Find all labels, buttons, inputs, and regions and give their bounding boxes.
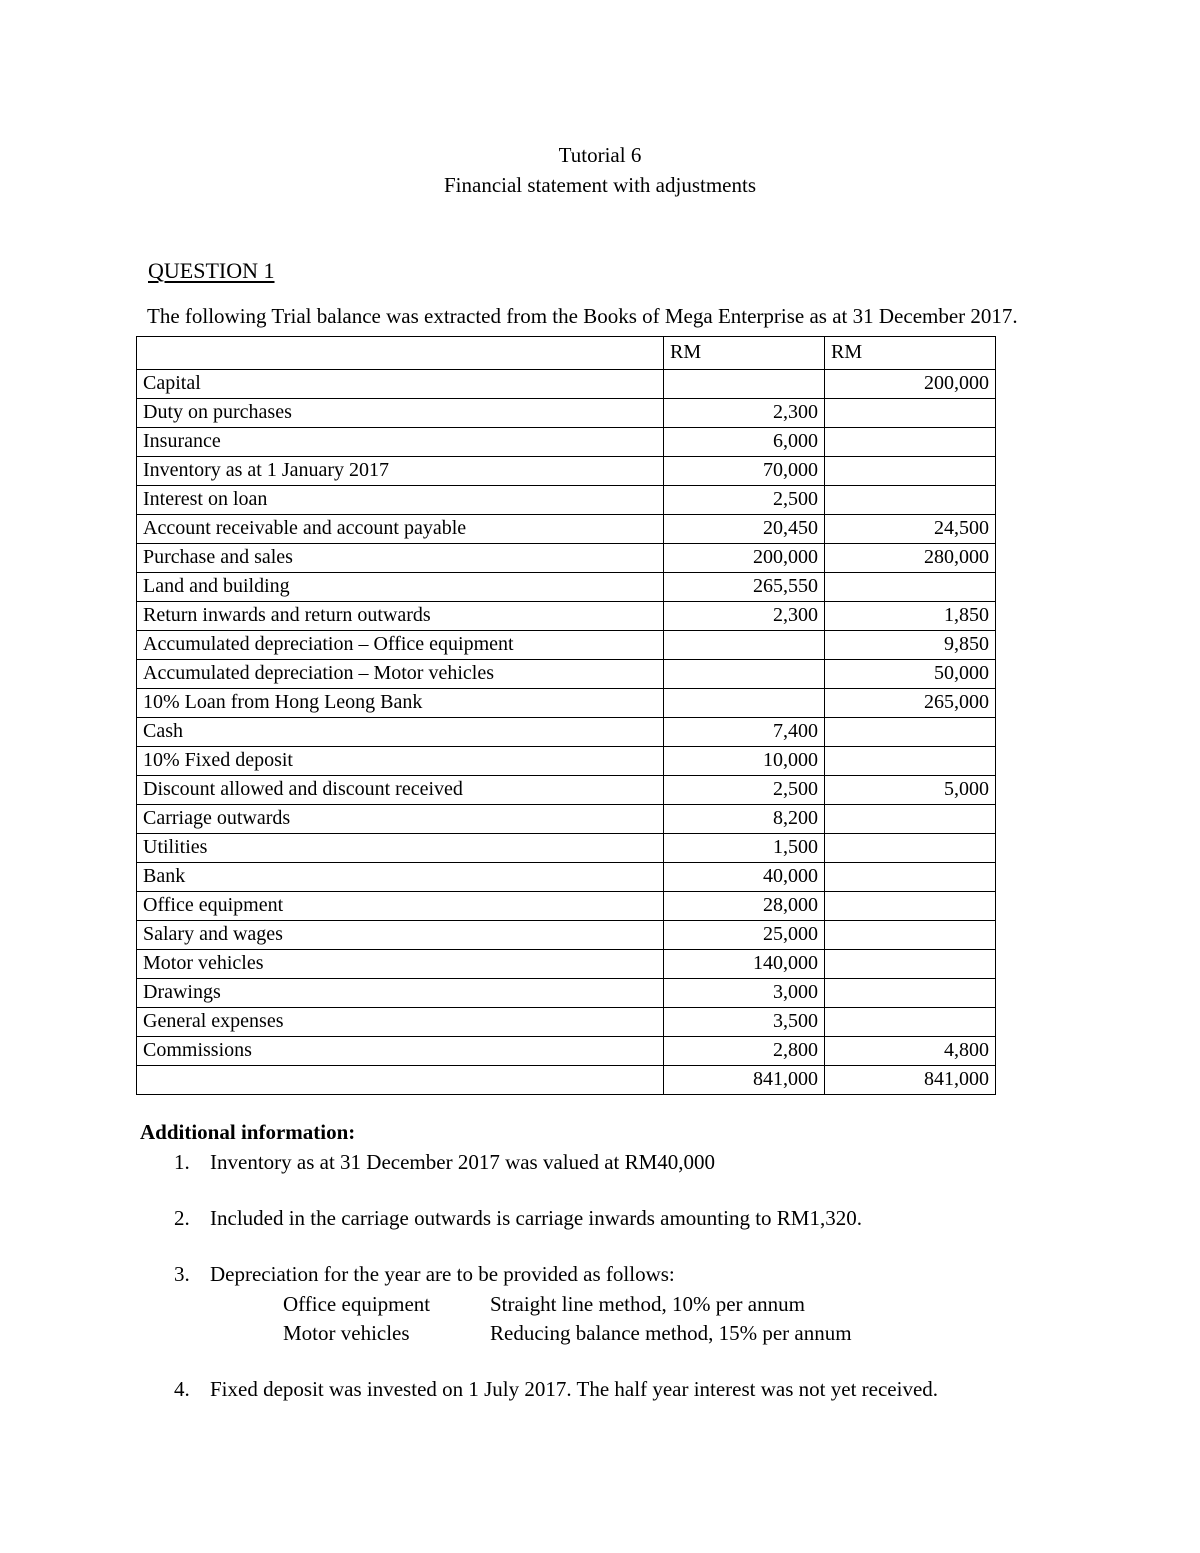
row-label: Accumulated depreciation – Office equipment <box>137 631 664 660</box>
table-row <box>137 892 996 921</box>
list-item-text: Inventory as at 31 December 2017 was valued at RM40,000 <box>210 1150 716 1174</box>
table-row <box>137 428 996 457</box>
depreciation-row <box>210 1319 852 1348</box>
list-item-text: Depreciation for the year are to be provided as follows: <box>210 1262 675 1286</box>
row-label: Insurance <box>137 428 664 457</box>
list-item-number: 2. <box>174 1206 190 1230</box>
row-credit: 1,850 <box>825 602 996 631</box>
row-label: Drawings <box>137 979 664 1008</box>
row-label: Duty on purchases <box>137 399 664 428</box>
table-row <box>137 631 996 660</box>
document-header <box>0 0 1200 200</box>
depreciation-row <box>210 1290 852 1319</box>
table-row <box>137 834 996 863</box>
trial-balance-table <box>136 336 996 1095</box>
row-credit <box>825 573 996 602</box>
table-row <box>137 1008 996 1037</box>
depreciation-sub-table <box>210 1290 852 1348</box>
table-row <box>137 689 996 718</box>
row-debit: 10,000 <box>664 747 825 776</box>
row-credit: 280,000 <box>825 544 996 573</box>
row-debit: 200,000 <box>664 544 825 573</box>
row-credit: 5,000 <box>825 776 996 805</box>
table-row <box>137 718 996 747</box>
row-label: 10% Fixed deposit <box>137 747 664 776</box>
row-credit <box>825 486 996 515</box>
table-row <box>137 515 996 544</box>
row-label: Discount allowed and discount received <box>137 776 664 805</box>
row-debit: 40,000 <box>664 863 825 892</box>
row-label: Salary and wages <box>137 921 664 950</box>
trial-balance-table-wrap <box>136 336 989 1095</box>
list-item <box>0 1203 1200 1233</box>
total-row-label <box>137 1066 664 1095</box>
row-credit <box>825 718 996 747</box>
question-heading: QUESTION 1 <box>148 258 275 283</box>
row-credit <box>825 457 996 486</box>
row-debit: 2,300 <box>664 399 825 428</box>
table-row <box>137 602 996 631</box>
table-row <box>137 573 996 602</box>
depreciation-asset-name: Office equipment <box>283 1292 431 1316</box>
row-label: Bank <box>137 863 664 892</box>
table-row <box>137 660 996 689</box>
table-row <box>137 544 996 573</box>
table-row <box>137 950 996 979</box>
row-debit <box>664 370 825 399</box>
row-credit <box>825 863 996 892</box>
row-debit: 6,000 <box>664 428 825 457</box>
document-subtitle: Financial statement with adjustments <box>443 173 757 197</box>
row-credit <box>825 892 996 921</box>
row-debit: 20,450 <box>664 515 825 544</box>
additional-information-list <box>0 1147 1200 1404</box>
row-credit <box>825 979 996 1008</box>
question-heading-wrap <box>0 200 1200 284</box>
row-debit: 140,000 <box>664 950 825 979</box>
table-row <box>137 370 996 399</box>
row-debit: 25,000 <box>664 921 825 950</box>
row-debit: 1,500 <box>664 834 825 863</box>
row-label: Return inwards and return outwards <box>137 602 664 631</box>
row-credit: 200,000 <box>825 370 996 399</box>
row-credit <box>825 399 996 428</box>
row-label: Carriage outwards <box>137 805 664 834</box>
list-item <box>0 1147 1200 1177</box>
list-item-number: 4. <box>174 1377 190 1401</box>
depreciation-asset-name: Motor vehicles <box>283 1321 410 1345</box>
row-label: Motor vehicles <box>137 950 664 979</box>
table-row <box>137 979 996 1008</box>
row-credit <box>825 1008 996 1037</box>
table-row <box>137 921 996 950</box>
row-debit: 7,400 <box>664 718 825 747</box>
depreciation-sub-body <box>210 1290 852 1348</box>
row-credit <box>825 950 996 979</box>
row-credit: 4,800 <box>825 1037 996 1066</box>
trial-balance-body <box>137 337 996 1095</box>
list-item-text: Included in the carriage outwards is carriage inwards amounting to RM1,320. <box>210 1206 862 1230</box>
table-row <box>137 805 996 834</box>
row-label: Utilities <box>137 834 664 863</box>
row-credit: 50,000 <box>825 660 996 689</box>
row-debit <box>664 631 825 660</box>
row-label: Commissions <box>137 1037 664 1066</box>
row-label: Purchase and sales <box>137 544 664 573</box>
row-credit: 24,500 <box>825 515 996 544</box>
row-debit: 265,550 <box>664 573 825 602</box>
table-row <box>137 776 996 805</box>
row-label: Office equipment <box>137 892 664 921</box>
row-credit: 265,000 <box>825 689 996 718</box>
row-debit: 70,000 <box>664 457 825 486</box>
table-row <box>137 486 996 515</box>
question-intro-text: The following Trial balance was extracted from the Books of Mega Enterprise as at 31 December 2017. <box>147 304 1018 328</box>
table-row <box>137 863 996 892</box>
document-title: Tutorial 6 <box>558 143 642 167</box>
table-row <box>137 457 996 486</box>
depreciation-method: Straight line method, 10% per annum <box>490 1292 805 1316</box>
list-item <box>0 1259 1200 1348</box>
row-credit <box>825 747 996 776</box>
row-label: Inventory as at 1 January 2017 <box>137 457 664 486</box>
list-item-text: Fixed deposit was invested on 1 July 2017. The half year interest was not yet received. <box>210 1377 939 1401</box>
row-debit: 28,000 <box>664 892 825 921</box>
table-row <box>137 1037 996 1066</box>
column-header-label <box>137 337 664 370</box>
table-row <box>137 747 996 776</box>
row-label: Interest on loan <box>137 486 664 515</box>
column-header-debit: RM <box>664 337 825 370</box>
list-item <box>0 1374 1200 1404</box>
depreciation-method: Reducing balance method, 15% per annum <box>490 1321 852 1345</box>
row-label: General expenses <box>137 1008 664 1037</box>
row-debit: 2,500 <box>664 776 825 805</box>
column-header-credit: RM <box>825 337 996 370</box>
row-credit <box>825 428 996 457</box>
row-label: Capital <box>137 370 664 399</box>
total-row-credit: 841,000 <box>825 1066 996 1095</box>
row-credit <box>825 921 996 950</box>
row-label: Land and building <box>137 573 664 602</box>
table-row <box>137 399 996 428</box>
row-credit <box>825 805 996 834</box>
table-total-row <box>137 1066 996 1095</box>
list-item-number: 3. <box>174 1262 190 1286</box>
row-debit: 8,200 <box>664 805 825 834</box>
table-header-row <box>137 337 996 370</box>
row-credit <box>825 834 996 863</box>
row-label: 10% Loan from Hong Leong Bank <box>137 689 664 718</box>
row-debit: 2,500 <box>664 486 825 515</box>
row-debit: 3,000 <box>664 979 825 1008</box>
row-label: Cash <box>137 718 664 747</box>
row-label: Accumulated depreciation – Motor vehicles <box>137 660 664 689</box>
list-item-number: 1. <box>174 1150 190 1174</box>
total-row-debit: 841,000 <box>664 1066 825 1095</box>
additional-information-title: Additional information: <box>140 1120 356 1144</box>
row-debit <box>664 689 825 718</box>
row-debit: 3,500 <box>664 1008 825 1037</box>
row-debit <box>664 660 825 689</box>
row-credit: 9,850 <box>825 631 996 660</box>
row-label: Account receivable and account payable <box>137 515 664 544</box>
row-debit: 2,300 <box>664 602 825 631</box>
row-debit: 2,800 <box>664 1037 825 1066</box>
